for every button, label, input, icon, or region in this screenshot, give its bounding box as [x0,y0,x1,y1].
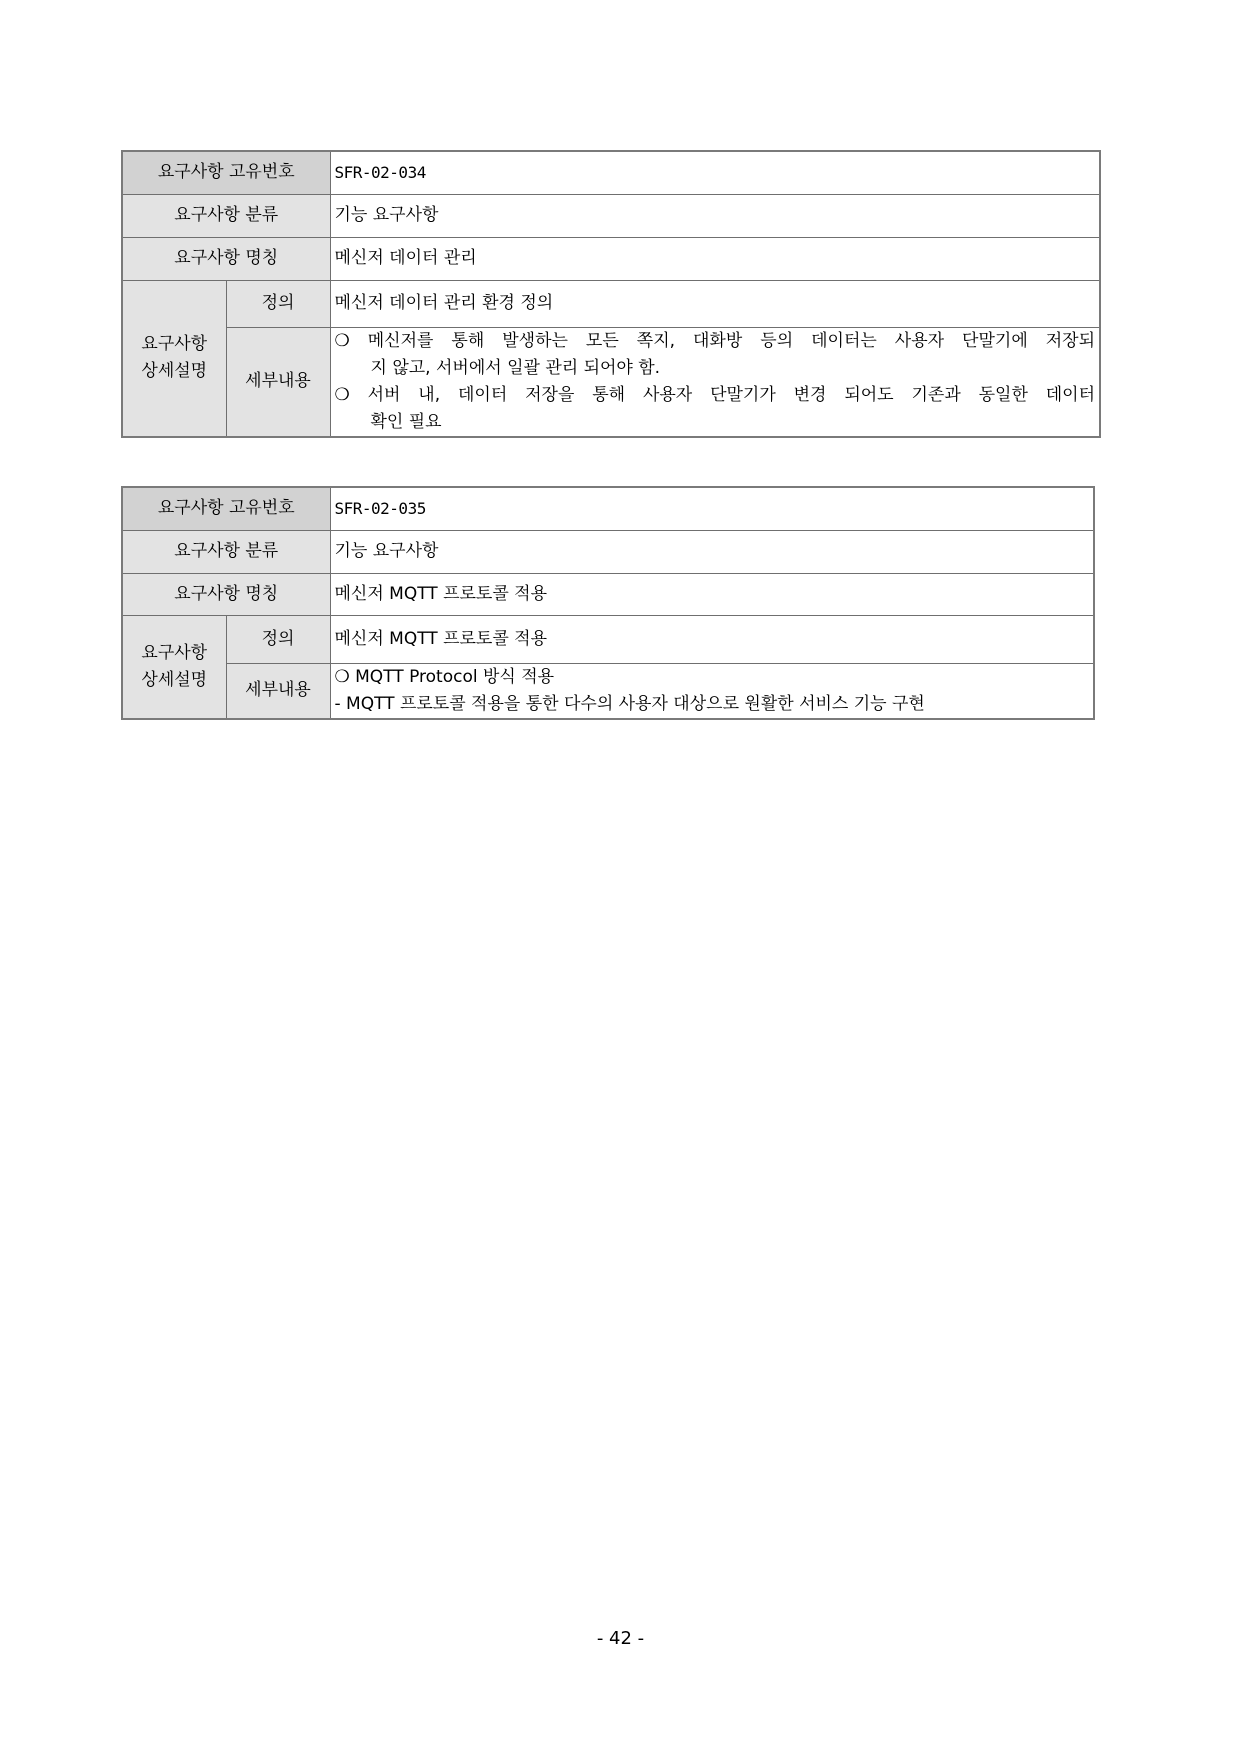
row-requirement-class [122,194,1100,237]
requirement-name-value: 메신저 MQTT 프로토콜 적용 [330,573,1094,615]
content-label: 세부내용 [226,327,330,437]
detail-label [122,280,226,437]
definition-label: 정의 [226,280,330,327]
definition-label: 정의 [226,615,330,663]
requirement-id-label: 요구사항 고유번호 [122,151,330,194]
row-definition [122,280,1100,327]
requirement-id-value: SFR-02-034 [330,151,1100,194]
content-line: - MQTT 프로토콜 적용을 통한 다수의 사용자 대상으로 원활한 서비스 기능 구현 [334,693,925,714]
content-value [330,327,1100,437]
row-requirement-id [122,151,1100,194]
row-requirement-name [122,573,1094,615]
content-line: 지 않고, 서버에서 일괄 관리 되어야 함. [370,357,661,378]
row-requirement-class [122,530,1094,573]
requirement-id-value: SFR-02-035 [330,487,1094,530]
row-requirement-id [122,487,1094,530]
detail-label-line2: 상세설명 [141,669,208,690]
content-value [330,663,1094,719]
content-line: ❍ 서버 내, 데이터 저장을 통해 사용자 단말기가 변경 되어도 기존과 동일한 데이터 [334,384,1095,405]
detail-label-line1: 요구사항 [141,334,208,354]
requirement-name-label: 요구사항 명칭 [122,573,330,615]
requirement-name-label: 요구사항 명칭 [122,237,330,280]
requirement-class-value: 기능 요구사항 [330,530,1094,573]
row-content [122,327,1100,437]
requirement-name-value: 메신저 데이터 관리 [330,237,1100,280]
requirement-class-value: 기능 요구사항 [330,194,1100,237]
page-number: - 42 - [596,1628,645,1649]
content-line: ❍ MQTT Protocol 방식 적용 [334,666,555,687]
content-label: 세부내용 [226,663,330,719]
definition-value: 메신저 데이터 관리 환경 정의 [330,280,1100,327]
detail-label-line1: 요구사항 [141,642,208,663]
detail-label-line2: 상세설명 [141,361,208,381]
row-definition [122,615,1094,663]
content-line: 확인 필요 [370,411,442,432]
definition-value: 메신저 MQTT 프로토콜 적용 [330,615,1094,663]
detail-label [122,615,226,719]
requirement-table-sfr-02-035 [121,486,1095,720]
requirement-id-label: 요구사항 고유번호 [122,487,330,530]
requirement-class-label: 요구사항 분류 [122,530,330,573]
requirement-class-label: 요구사항 분류 [122,194,330,237]
row-content [122,663,1094,719]
requirement-table-sfr-02-034 [121,150,1101,438]
row-requirement-name [122,237,1100,280]
content-line: ❍ 메신저를 통해 발생하는 모든 쪽지, 대화방 등의 데이터는 사용자 단말기에 저장되 [334,330,1095,351]
